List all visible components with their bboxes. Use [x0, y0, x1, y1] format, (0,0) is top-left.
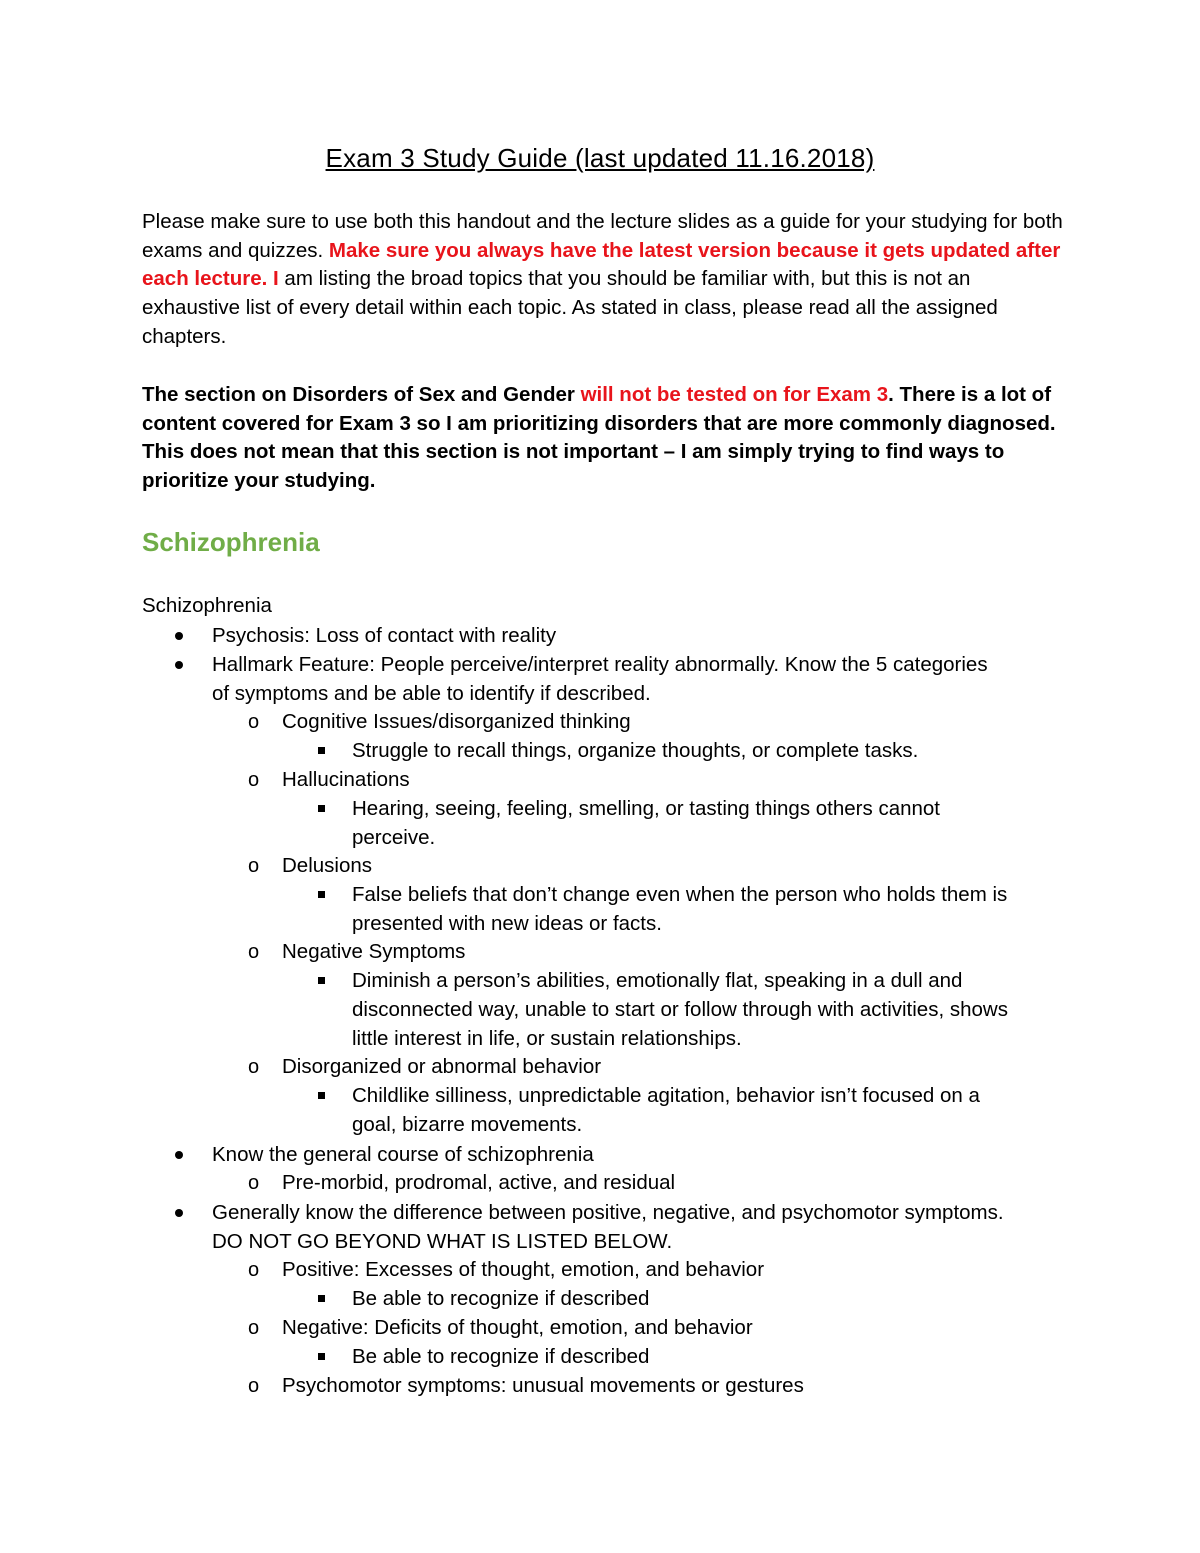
list-item: Childlike silliness, unpredictable agitation, behavior isn’t focused on a — [352, 1084, 980, 1107]
circle-bullet-icon: o — [248, 1259, 260, 1281]
list-item: Negative Symptoms — [282, 940, 466, 963]
list-item: Be able to recognize if described — [352, 1345, 650, 1368]
list-item: Hearing, seeing, feeling, smelling, or tasting things others cannot — [352, 797, 941, 820]
list-item: Hallmark Feature: People perceive/interpret reality abnormally. Know the 5 categories — [212, 653, 988, 676]
list-item-continuation: DO NOT GO BEYOND WHAT IS LISTED BELOW. — [212, 1230, 673, 1253]
circle-bullet-icon: o — [248, 769, 260, 791]
list-item: Pre-morbid, prodromal, active, and residual — [282, 1171, 676, 1194]
list-item: False beliefs that don’t change even when the person who holds them is — [352, 883, 1008, 906]
circle-bullet-icon: o — [248, 711, 260, 733]
square-bullet-icon — [318, 977, 325, 984]
circle-bullet-icon: o — [248, 941, 260, 963]
list-item: Generally know the difference between positive, negative, and psychomotor symptoms. — [212, 1201, 1004, 1224]
list-item: Hallucinations — [282, 768, 410, 791]
square-bullet-icon — [318, 891, 325, 898]
circle-bullet-icon: o — [248, 1317, 260, 1339]
list-item-continuation: perceive. — [352, 826, 436, 849]
square-bullet-icon — [318, 1295, 325, 1302]
notice-text-continued: . There is a lot of content covered for Exam 3 so I am prioritizing disorders that are more commonly diagnosed. This does not mean that this section is not important – I am simply trying to find ways to prioritize your studying. — [142, 383, 1056, 493]
notice-text: The section on Disorders of Sex and Gender — [142, 383, 581, 406]
list-item-continuation: presented with new ideas or facts. — [352, 912, 662, 935]
list-item-continuation: disconnected way, unable to start or follow through with activities, shows — [352, 998, 1008, 1021]
list-item: Know the general course of schizophrenia — [212, 1143, 594, 1166]
list-item: Psychosis: Loss of contact with reality — [212, 624, 557, 647]
list-item: Delusions — [282, 854, 373, 877]
bullet-icon — [175, 1209, 183, 1217]
circle-bullet-icon: o — [248, 1056, 260, 1078]
list-item: Disorganized or abnormal behavior — [282, 1055, 602, 1078]
intro-text: Please make sure to use both this handout and the lecture slides as a guide for your studying for both exams and quizzes. — [142, 210, 1063, 262]
section-heading: Schizophrenia — [142, 527, 320, 557]
intro-paragraph — [142, 208, 1072, 352]
square-bullet-icon — [318, 1353, 325, 1360]
intro-warning-text: Make sure you always have the latest version because it gets updated after each lecture. I — [142, 238, 1061, 291]
square-bullet-icon — [318, 747, 325, 754]
intro-text-continued: am listing the broad topics that you should be familiar with, but this is not an exhaustive list of every detail within each topic. As stated in class, please read all the assigned chapters. — [142, 267, 998, 348]
list-item: Negative: Deficits of thought, emotion, and behavior — [282, 1316, 753, 1339]
list-item: Be able to recognize if described — [352, 1287, 650, 1310]
list-item-continuation: goal, bizarre movements. — [352, 1113, 583, 1136]
circle-bullet-icon: o — [248, 1172, 260, 1194]
square-bullet-icon — [318, 805, 325, 812]
bullet-icon — [175, 661, 183, 669]
circle-bullet-icon: o — [248, 855, 260, 877]
subheading: Schizophrenia — [142, 594, 272, 617]
notice-warning-text: will not be tested on for Exam 3 — [580, 383, 889, 406]
list-item: Cognitive Issues/disorganized thinking — [282, 710, 631, 733]
square-bullet-icon — [318, 1092, 325, 1099]
bullet-icon — [175, 1151, 183, 1159]
bullet-icon — [175, 632, 183, 640]
list-item-continuation: of symptoms and be able to identify if described. — [212, 682, 651, 705]
list-item: Diminish a person’s abilities, emotionally flat, speaking in a dull and — [352, 969, 963, 992]
circle-bullet-icon: o — [248, 1375, 260, 1397]
notice-paragraph — [142, 381, 1072, 496]
list-item: Psychomotor symptoms: unusual movements or gestures — [282, 1374, 804, 1397]
list-item-continuation: little interest in life, or sustain relationships. — [352, 1027, 742, 1050]
list-item: Positive: Excesses of thought, emotion, and behavior — [282, 1258, 765, 1281]
document-title: Exam 3 Study Guide (last updated 11.16.2018) — [325, 143, 875, 173]
list-item: Struggle to recall things, organize thoughts, or complete tasks. — [352, 739, 919, 762]
